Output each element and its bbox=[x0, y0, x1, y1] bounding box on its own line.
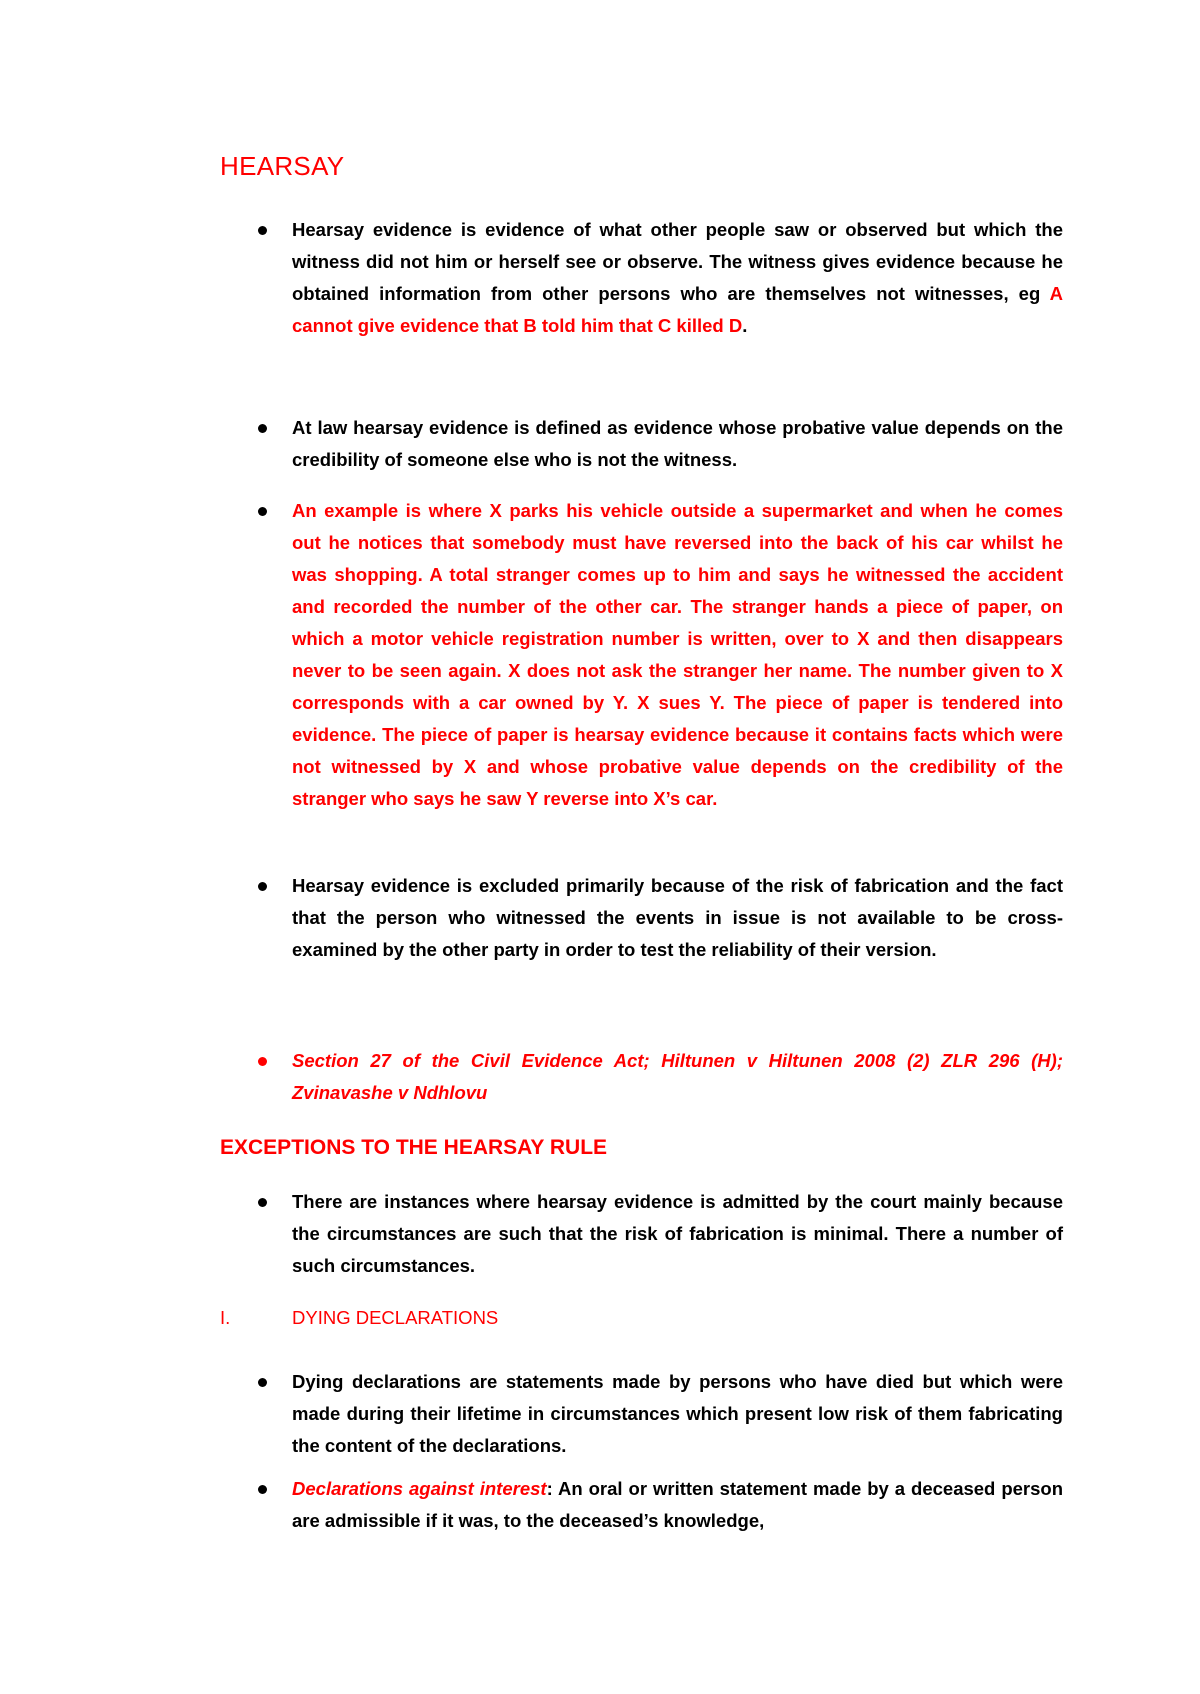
list-item bbox=[220, 412, 1063, 476]
list-item bbox=[220, 1473, 1063, 1537]
list-item bbox=[220, 1186, 1063, 1282]
list-item-text-part: Hearsay evidence is evidence of what other people saw or observed but which the witness did not him or herself see or observe. The witness gives evidence because he obtained information from other persons who are themselves not witnesses, eg bbox=[292, 219, 1063, 304]
bullet-icon bbox=[258, 1057, 267, 1066]
bullet-icon bbox=[258, 507, 267, 516]
example-paragraph: An example is where X parks his vehicle outside a supermarket and when he comes out he notices that somebody must have reversed into the back of his car whilst he was shopping. A total stranger comes up to him and says he witnessed the accident and recorded the number of the other car. The stranger hands a piece of paper, on which a motor vehicle registration number is written, over to X and then disappears never to be seen again. X does not ask the stranger her name. The number given to X corresponds with a car owned by Y. X sues Y. The piece of paper is tendered into evidence. The piece of paper is hearsay evidence because it contains facts which were not witnessed by X and whose probative value depends on the credibility of the stranger who says he saw Y reverse into X’s car. bbox=[292, 500, 1063, 809]
list-item-text bbox=[292, 1473, 1063, 1537]
bullet-icon bbox=[258, 1485, 267, 1494]
list-item bbox=[220, 1045, 1063, 1109]
list-item bbox=[220, 870, 1063, 966]
list-item-text-part: : An oral or written statement made by a deceased person are admissible if it was, to the deceased’s knowledge, bbox=[292, 1478, 1064, 1531]
bullet-icon bbox=[258, 424, 267, 433]
list-item-text: Dying declarations are statements made by persons who have died but which were made during their lifetime in circumstances which present low risk of them fabricating the content of the declarations. bbox=[292, 1371, 1063, 1456]
list-item bbox=[220, 214, 1063, 342]
case-references: Section 27 of the Civil Evidence Act; Hiltunen v Hiltunen 2008 (2) ZLR 296 (H); Zvinavashe v Ndhlovu bbox=[292, 1050, 1063, 1103]
list-item bbox=[220, 1366, 1063, 1462]
term-highlight: Declarations against interest bbox=[292, 1478, 547, 1499]
section-title: DYING DECLARATIONS bbox=[292, 1307, 499, 1328]
list-item-text bbox=[292, 214, 1063, 342]
example-highlight: A cannot give evidence that B told him that C killed D bbox=[292, 283, 1063, 336]
bullet-icon bbox=[258, 882, 267, 891]
exceptions-heading: EXCEPTIONS TO THE HEARSAY RULE bbox=[220, 1136, 608, 1159]
page-title: HEARSAY bbox=[220, 151, 345, 181]
bullet-icon bbox=[258, 1378, 267, 1387]
bullet-icon bbox=[258, 1198, 267, 1207]
list-item-text: Hearsay evidence is excluded primarily because of the risk of fabrication and the fact that the person who witnessed the events in issue is not available to be cross-examined by the other party in order to test the reliability of their version. bbox=[292, 875, 1063, 960]
bullet-icon bbox=[258, 226, 267, 235]
list-item bbox=[220, 495, 1063, 815]
list-item-text: There are instances where hearsay evidence is admitted by the court mainly because the circumstances are such that the risk of fabrication is minimal. There a number of such circumstances. bbox=[292, 1191, 1063, 1276]
section-number: I. bbox=[220, 1307, 231, 1328]
list-item-text-part: . bbox=[742, 315, 748, 336]
list-item-text: At law hearsay evidence is defined as evidence whose probative value depends on the credibility of someone else who is not the witness. bbox=[292, 417, 1063, 470]
